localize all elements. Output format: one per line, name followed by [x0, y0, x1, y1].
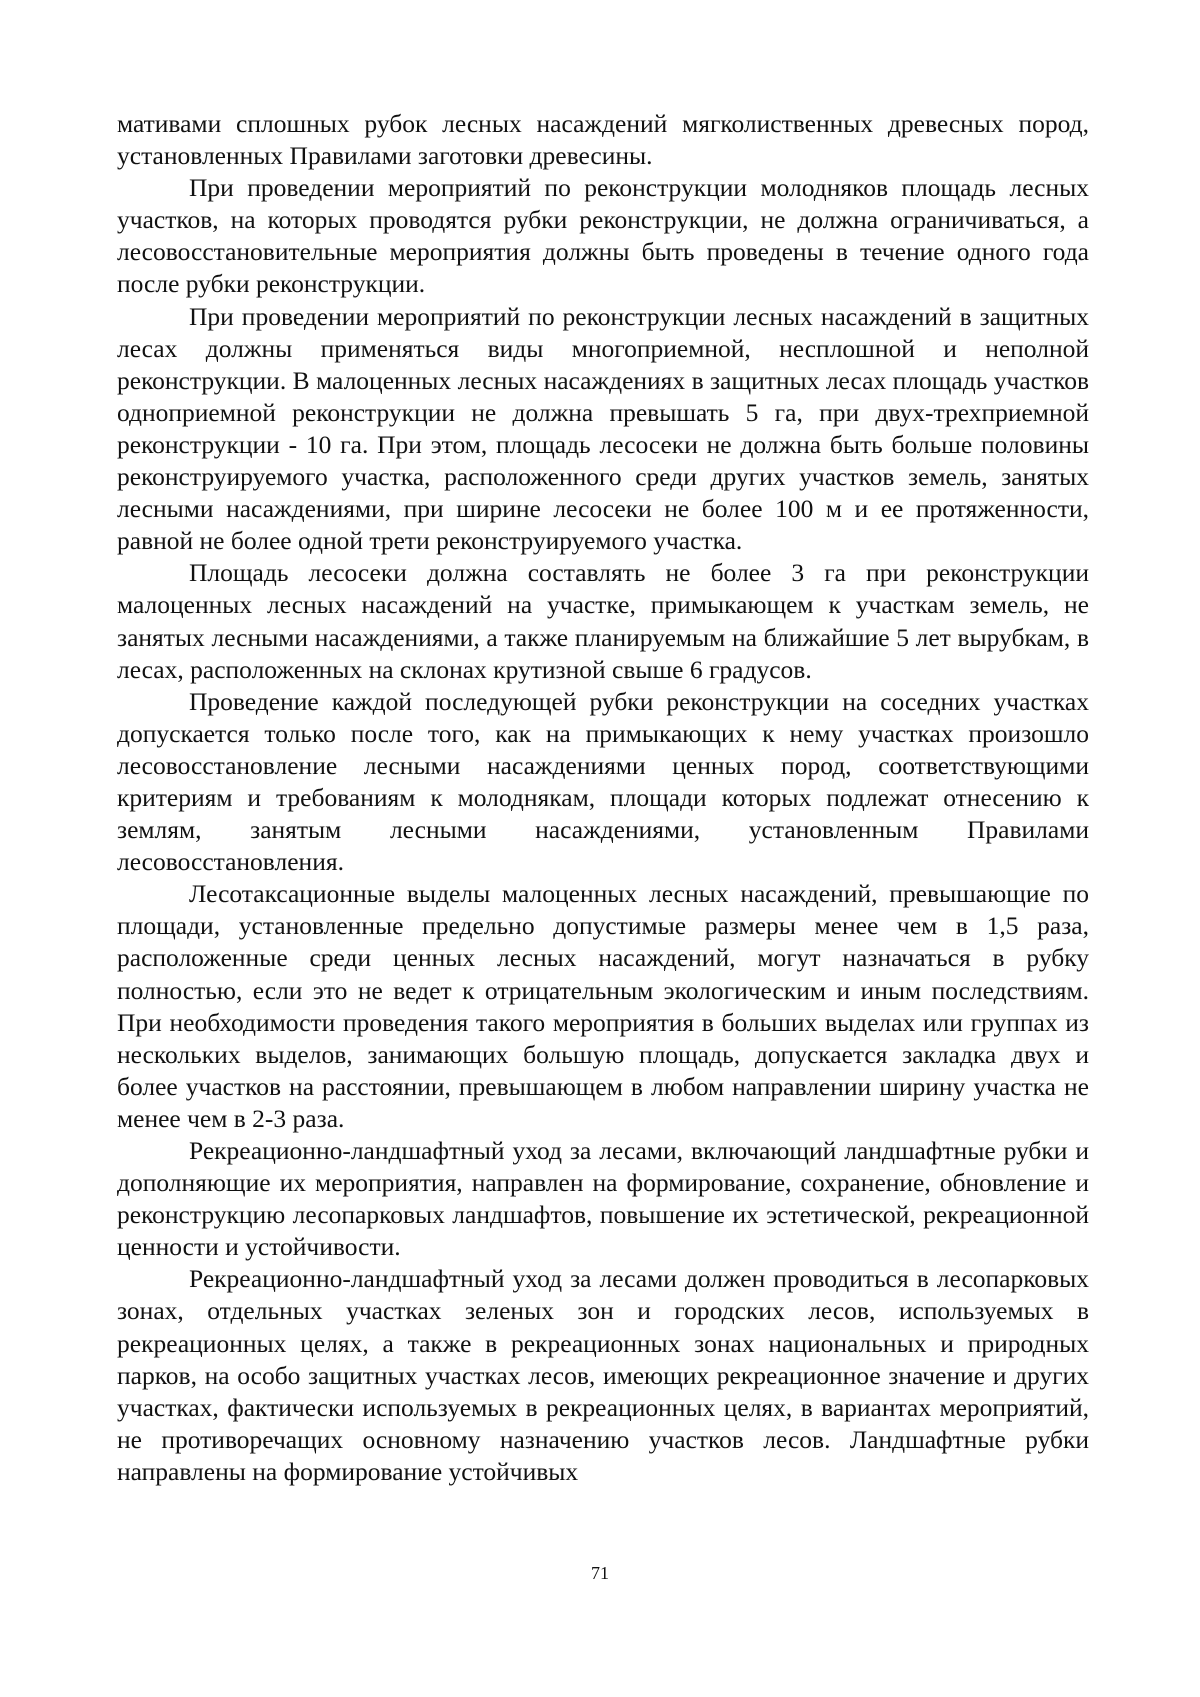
paragraph-8: Рекреационно-ландшафтный уход за лесами должен проводиться в лесопарковых зонах, отдельных участках зеленых зон и городских лесов, используемых в рекреационных целях, а также в рекреационных зонах национальных и природных парков, на особо защитных участках лесов, имеющих рекреационное значение и других участках, фактически используемых в рекреационных целях, в вариантах мероприятий, не противоречащих основному назначению участков лесов. Ландшафтные рубки направлены на формирование устойчивых [117, 1264, 1089, 1486]
page-number: 71 [591, 1563, 609, 1583]
paragraph-6: Лесотаксационные выделы малоценных лесных насаждений, превышающие по площади, установленные предельно допустимые размеры менее чем в 1,5 раза, расположенные среди ценных лесных насаждений, могут назначаться в рубку полностью, если это не ведет к отрицательным экологическим и иным последствиям. При необходимости проведения такого мероприятия в больших выделах или группах из нескольких выделов, занимающих большую площадь, допускается закладка двух и более участков на расстоянии, превышающем в любом направлении ширину участка не менее чем в 2-3 раза. [117, 879, 1089, 1133]
paragraph-7: Рекреационно-ландшафтный уход за лесами, включающий ландшафтные рубки и дополняющие их мероприятия, направлен на формирование, сохранение, обновление и реконструкцию лесопарковых ландшафтов, повышение их эстетической, рекреационной ценности и устойчивости. [117, 1136, 1089, 1262]
paragraph-3: При проведении мероприятий по реконструкции лесных насаждений в защитных лесах должны применяться виды многоприемной, несплошной и неполной реконструкции. В малоценных лесных насаждениях в защитных лесах площадь участков одноприемной реконструкции не должна превышать 5 га, при двух-трехприемной реконструкции - 10 га. При этом, площадь лесосеки не должна быть больше половины реконструируемого участка, расположенного среди других участков земель, занятых лесными насаждениями, при ширине лесосеки не более 100 м и ее протяженности, равной не более одной трети реконструируемого участка. [117, 301, 1089, 556]
paragraph-1: мативами сплошных рубок лесных насаждений мягколиственных древесных пород, установленных Правилами заготовки древесины. [117, 109, 1089, 171]
page-body [117, 108, 1089, 1488]
paragraph-4: Площадь лесосеки должна составлять не более 3 га при реконструкции малоценных лесных насаждений на участке, примыкающем к участкам земель, не занятых лесными насаждениями, а также планируемым на ближайшие 5 лет вырубкам, в лесах, расположенных на склонах крутизной свыше 6 градусов. [117, 558, 1089, 684]
paragraph-2: При проведении мероприятий по реконструкции молодняков площадь лесных участков, на которых проводятся рубки реконструкции, не должна ограничиваться, а лесовосстановительные мероприятия должны быть проведены в течение одного года после рубки реконструкции. [117, 173, 1089, 299]
paragraph-5: Проведение каждой последующей рубки реконструкции на соседних участках допускается только после того, как на примыкающих к нему участках произошло лесовосстановление лесными насаждениями ценных пород, соответствующими критериям и требованиям к молоднякам, площади которых подлежат отнесению к землям, занятым лесными насаждениями, установленным Правилами лесовосстановления. [117, 686, 1089, 877]
